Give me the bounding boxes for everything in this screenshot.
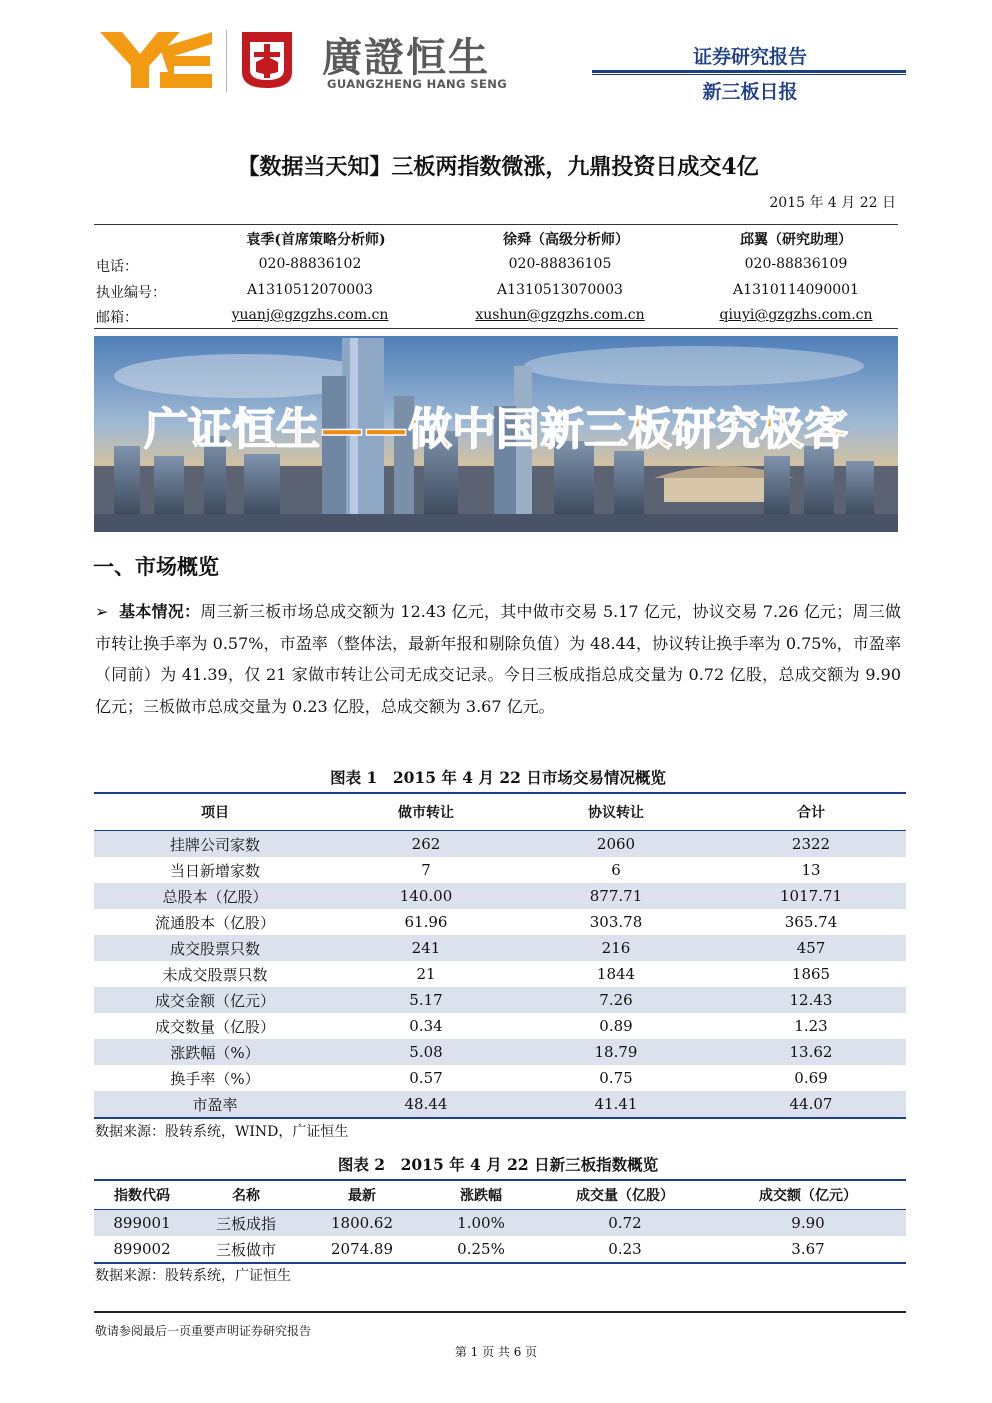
analyst-rule-top	[94, 224, 898, 225]
table-header-row	[94, 1180, 906, 1210]
table-header-cell: 合计	[716, 793, 906, 831]
table-cell: 当日新增家数	[169, 861, 260, 880]
phone-label: 电话：	[96, 259, 138, 275]
overview-paragraph	[95, 596, 901, 722]
table-row	[94, 987, 906, 1013]
table-cell: 未成交股票只数	[162, 965, 268, 984]
table-cell: 9.90	[710, 1210, 906, 1237]
banner-slogan: 广证恒生——做中国新三板研究极客	[144, 404, 848, 455]
table-header-cell: 成交量（亿股）	[540, 1180, 710, 1210]
analyst-license-2: A1310513070003	[497, 282, 623, 298]
license-label: 执业编号：	[96, 285, 166, 301]
table-header-cell: 项目	[94, 793, 336, 831]
table-cell: 303.78	[589, 913, 643, 931]
table-header-cell: 名称	[190, 1180, 302, 1210]
table-cell: 457	[716, 935, 906, 961]
table-cell: 0.34	[409, 1017, 443, 1035]
footer-rule	[94, 1311, 906, 1313]
table2-caption: 图表 2 2015 年 4 月 22 日新三板指数概览	[337, 1155, 659, 1174]
table1-caption: 图表 1 2015 年 4 月 22 日市场交易情况概览	[330, 768, 666, 787]
table-cell: 61.96	[404, 913, 448, 931]
table-cell: 0.75	[599, 1069, 633, 1087]
analyst-rule-bottom	[94, 328, 898, 329]
table-cell: 241	[336, 935, 516, 961]
table-cell: 1800.62	[302, 1210, 422, 1237]
analyst-phone-2: 020-88836105	[508, 256, 612, 272]
table-cell: 2074.89	[302, 1236, 422, 1263]
table-cell: 140.00	[336, 883, 516, 909]
analyst-license-1: A1310512070003	[247, 282, 373, 298]
table-cell: 7.26	[516, 987, 716, 1013]
table-cell: 899001	[94, 1210, 190, 1237]
analyst-email-1[interactable]: yuanj@gzgzhs.com.cn	[231, 307, 389, 323]
table-row	[94, 909, 906, 935]
table-cell: 三板做市	[190, 1236, 302, 1263]
table-cell: 0.89	[599, 1017, 633, 1035]
table-cell: 262	[336, 831, 516, 858]
table-cell: 44.07	[716, 1091, 906, 1118]
ye-logo-icon	[100, 28, 212, 90]
table-cell: 换手率（%）	[170, 1069, 260, 1088]
table-header-cell: 涨跌幅	[422, 1180, 540, 1210]
table-cell: 3.67	[710, 1236, 906, 1263]
table-row	[94, 1236, 906, 1263]
index-overview-table	[94, 1179, 906, 1264]
table-cell: 12.43	[716, 987, 906, 1013]
table-cell: 流通股本（亿股）	[154, 913, 275, 932]
overview-lead: 基本情况：	[119, 602, 201, 621]
overview-text: 周三新三板市场总成交额为 12.43 亿元，其中做市交易 5.17 亿元，协议交易 7.26 亿元；周三做市转让换手率为 0.57%，市盈率（整体法，最新年报和剔除负值）为 48.44，协议转让换手率为 0.75%，市盈率（同前）为 41.39，仅 21 家做市转让公司无成交记录。今日三板成指总成交量为 0.72 亿股，总成交额为 9.90 亿元；三板做市总成交量为 0.23 亿股，总成交额为 3.67 亿元。	[95, 602, 902, 716]
table-cell: 41.41	[516, 1091, 716, 1118]
analyst-name-2: 徐舜（高级分析师）	[503, 232, 629, 248]
table-row	[94, 1210, 906, 1237]
bullet-icon: ➢	[95, 602, 109, 621]
table-cell: 0.57	[409, 1069, 443, 1087]
table-row	[94, 1065, 906, 1091]
table-header-cell: 成交额（亿元）	[710, 1180, 906, 1210]
table-cell: 2322	[716, 831, 906, 858]
email-label: 邮箱：	[96, 310, 138, 326]
table-cell: 成交股票只数	[94, 935, 336, 961]
table-header-cell: 协议转让	[516, 793, 716, 831]
report-date: 2015 年 4 月 22 日	[769, 195, 896, 211]
table-cell: 挂牌公司家数	[94, 831, 336, 858]
table-cell: 877.71	[516, 883, 716, 909]
table-cell: 0.23	[540, 1236, 710, 1263]
table-cell: 13	[801, 861, 821, 879]
table-row	[94, 883, 906, 909]
table-cell: 5.17	[336, 987, 516, 1013]
analyst-email-2[interactable]: xushun@gzgzhs.com.cn	[475, 307, 645, 323]
seal-logo-icon	[238, 28, 296, 90]
table-header-cell: 指数代码	[94, 1180, 190, 1210]
section-heading: 一、市场概览	[93, 554, 219, 579]
table2-source: 数据来源：股转系统，广证恒生	[95, 1268, 291, 1284]
report-title: 【数据当天知】三板两指数微涨，九鼎投资日成交4亿	[237, 154, 759, 180]
table-header-row	[94, 793, 906, 831]
table-row	[94, 857, 906, 883]
table-cell: 21	[416, 965, 436, 983]
page-number: 第 1 页 共 6 页	[454, 1345, 538, 1359]
table-cell: 1.00%	[422, 1210, 540, 1237]
analyst-name-1: 袁季(首席策略分析师)	[246, 232, 386, 248]
brand-name-cn: 廣證恒生	[322, 35, 490, 81]
table-row	[94, 1013, 906, 1039]
table-cell: 899002	[94, 1236, 190, 1263]
table-header-cell: 做市转让	[336, 793, 516, 831]
table-cell: 成交金额（亿元）	[94, 987, 336, 1013]
table-cell: 7	[421, 861, 431, 879]
table-cell: 1017.71	[716, 883, 906, 909]
analyst-phone-3: 020-88836109	[744, 256, 848, 272]
table-cell: 18.79	[516, 1039, 716, 1065]
table-cell: 13.62	[716, 1039, 906, 1065]
table-row	[94, 1039, 906, 1065]
table-cell: 1865	[791, 965, 831, 983]
table-cell: 216	[516, 935, 716, 961]
analyst-name-3: 邱翼（研究助理）	[740, 232, 852, 248]
table-cell: 成交数量（亿股）	[154, 1017, 275, 1036]
brand-name-en: GUANGZHENG HANG SENG	[327, 77, 508, 91]
banner-image	[94, 336, 898, 532]
table-cell: 0.25%	[422, 1236, 540, 1263]
analyst-email-3[interactable]: qiuyi@gzgzhs.com.cn	[719, 307, 873, 323]
table-cell: 365.74	[784, 913, 838, 931]
table1-source: 数据来源：股转系统，WIND，广证恒生	[95, 1124, 349, 1140]
table-cell: 0.69	[794, 1069, 828, 1087]
table-row	[94, 1091, 906, 1118]
table-cell: 总股本（亿股）	[94, 883, 336, 909]
report-subtype: 新三板日报	[702, 81, 798, 103]
header-rule	[592, 70, 906, 73]
footer-disclaimer: 敬请参阅最后一页重要声明证券研究报告	[95, 1324, 312, 1338]
analyst-license-3: A1310114090001	[733, 282, 859, 298]
header-rule-thin	[592, 74, 906, 75]
market-overview-table	[94, 792, 906, 1119]
logo-divider	[226, 30, 227, 92]
table-row	[94, 935, 906, 961]
table-cell: 1844	[596, 965, 636, 983]
analyst-phone-1: 020-88836102	[258, 256, 362, 272]
table-cell: 5.08	[336, 1039, 516, 1065]
table-row	[94, 961, 906, 987]
table-header-cell: 最新	[302, 1180, 422, 1210]
table-row	[94, 831, 906, 858]
table-cell: 三板成指	[190, 1210, 302, 1237]
table-cell: 1.23	[794, 1017, 828, 1035]
table-cell: 48.44	[336, 1091, 516, 1118]
table-cell: 涨跌幅（%）	[94, 1039, 336, 1065]
table-cell: 0.72	[540, 1210, 710, 1237]
report-type: 证券研究报告	[692, 46, 807, 68]
table-cell: 市盈率	[94, 1091, 336, 1118]
table-cell: 2060	[516, 831, 716, 858]
table-cell: 6	[611, 861, 621, 879]
